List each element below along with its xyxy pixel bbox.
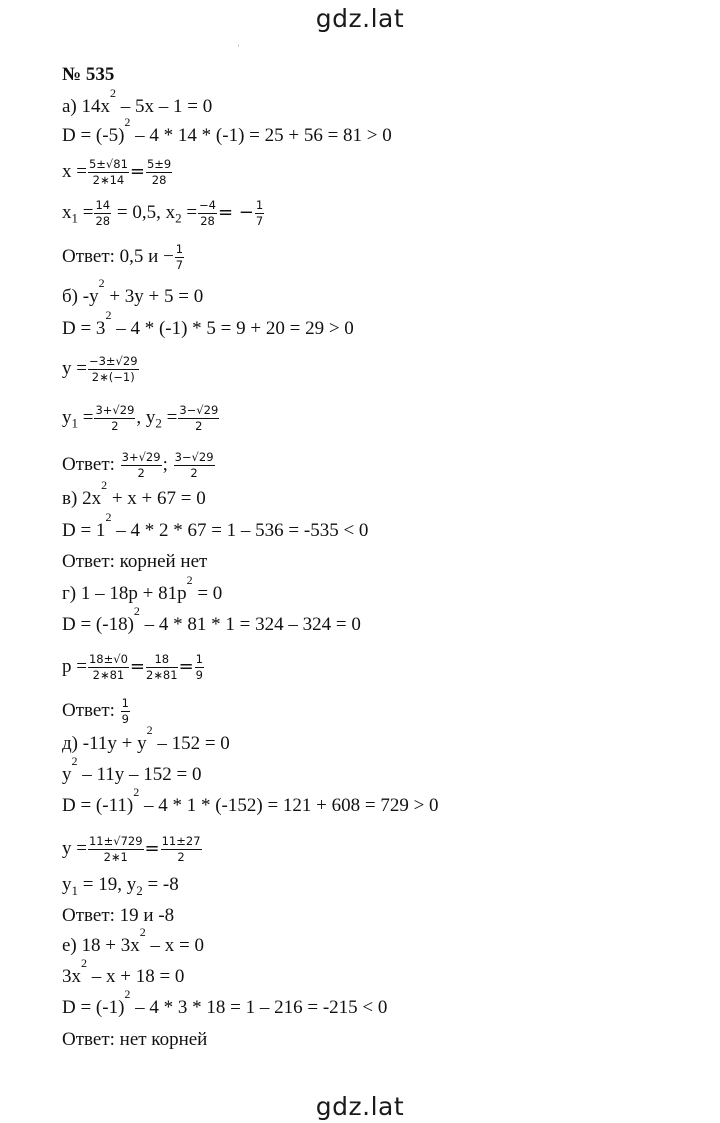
part-e-discriminant: $D = (-1)^2 - 4 * 3 * 18 = 1 - 216 = -215 < 0$ <box>62 987 388 1018</box>
part-b-equation: б) $-y^2 + 3y + 5 = 0$ <box>62 276 204 307</box>
part-a-discriminant: $D = (-5)^2 - 4 * 14 * (-1) = 25 + 56 = 81 > 0$ <box>62 115 392 146</box>
part-b-root-formula: y = $\frac{-3\pm√29}{2∗(-1)}$ <box>62 354 138 384</box>
part-d-root-formula: y = $\frac{11\pm√729}{2∗1}$ = $\frac{11\pm 27}{2}$ <box>62 834 201 864</box>
part-a-equation: а) $14x^2 - 5x - 1 = 0$ <box>62 86 213 117</box>
part-d-equation: д) $-11y + y^2 - 152 = 0$ <box>62 723 230 754</box>
part-e-equation: е) $18 + 3x^2 - x = 0$ <box>62 925 204 956</box>
watermark-top: gdz.lat <box>315 4 405 33</box>
exercise-number: № 535 <box>62 64 115 85</box>
part-v-equation: в) $2x^2 + x + 67 = 0$ <box>62 478 206 509</box>
part-b-discriminant: $D = 3^2 - 4 * (-1) * 5 = 9 + 20 = 29 > 0$ <box>62 308 354 339</box>
part-d-discriminant: $D = (-11)^2 - 4 * 1 * (-152) = 121 + 608 = 729 > 0$ <box>62 785 439 816</box>
part-g-root-formula: p = $\frac{18\pm√0}{2∗81}$ = $\frac{18}{2∗81}$ = $\frac{1}{9}$ <box>62 652 203 682</box>
part-b-roots: $y_1$ = $\frac{3+√29}{2}$ , $y_2$ = $\frac{3-√29}{2}$ <box>62 403 219 433</box>
part-e-equation-rearranged: $3x^2 - x + 18 = 0$ <box>62 956 185 987</box>
part-d-equation-rearranged: $y^2 - 11y - 152 = 0$ <box>62 754 202 785</box>
scan-mark <box>238 44 239 47</box>
part-g-discriminant: $D = (-18)^2 - 4 * 81 * 1 = 324 - 324 = 0$ <box>62 604 361 635</box>
part-d-roots: $y_1 = 19$, $y_2 = -8$ <box>62 874 179 898</box>
watermark-bottom: gdz.lat <box>315 1092 405 1121</box>
part-d-answer: Ответ: 19 и -8 <box>62 905 175 926</box>
part-v-discriminant: $D = 1^2 - 4 * 2 * 67 = 1 - 536 = -535 < 0$ <box>62 510 369 541</box>
part-a-answer: Ответ: 0,5 и − $\frac{1}{7}$ <box>62 242 184 272</box>
part-g-equation: г) $1 - 18p + 81p^2 = 0$ <box>62 573 223 604</box>
part-g-answer: Ответ: $\frac{1}{9}$ <box>62 696 129 726</box>
part-v-answer: Ответ: корней нет <box>62 551 208 572</box>
part-a-root-formula: x = $\frac{5\pm√81}{2∗14}$ = $\frac{5\pm 9}{28}$ <box>62 157 172 187</box>
part-a-roots: $x_1$ = $\frac{14}{28}$ = 0,5, $x_2$ = $\frac{-4}{28}$ = − $\frac{1}{7}$ <box>62 198 264 228</box>
part-e-answer: Ответ: нет корней <box>62 1029 208 1050</box>
part-b-answer: Ответ: $\frac{3+√29}{2}$ ; $\frac{3-√29}{2}$ <box>62 450 214 480</box>
